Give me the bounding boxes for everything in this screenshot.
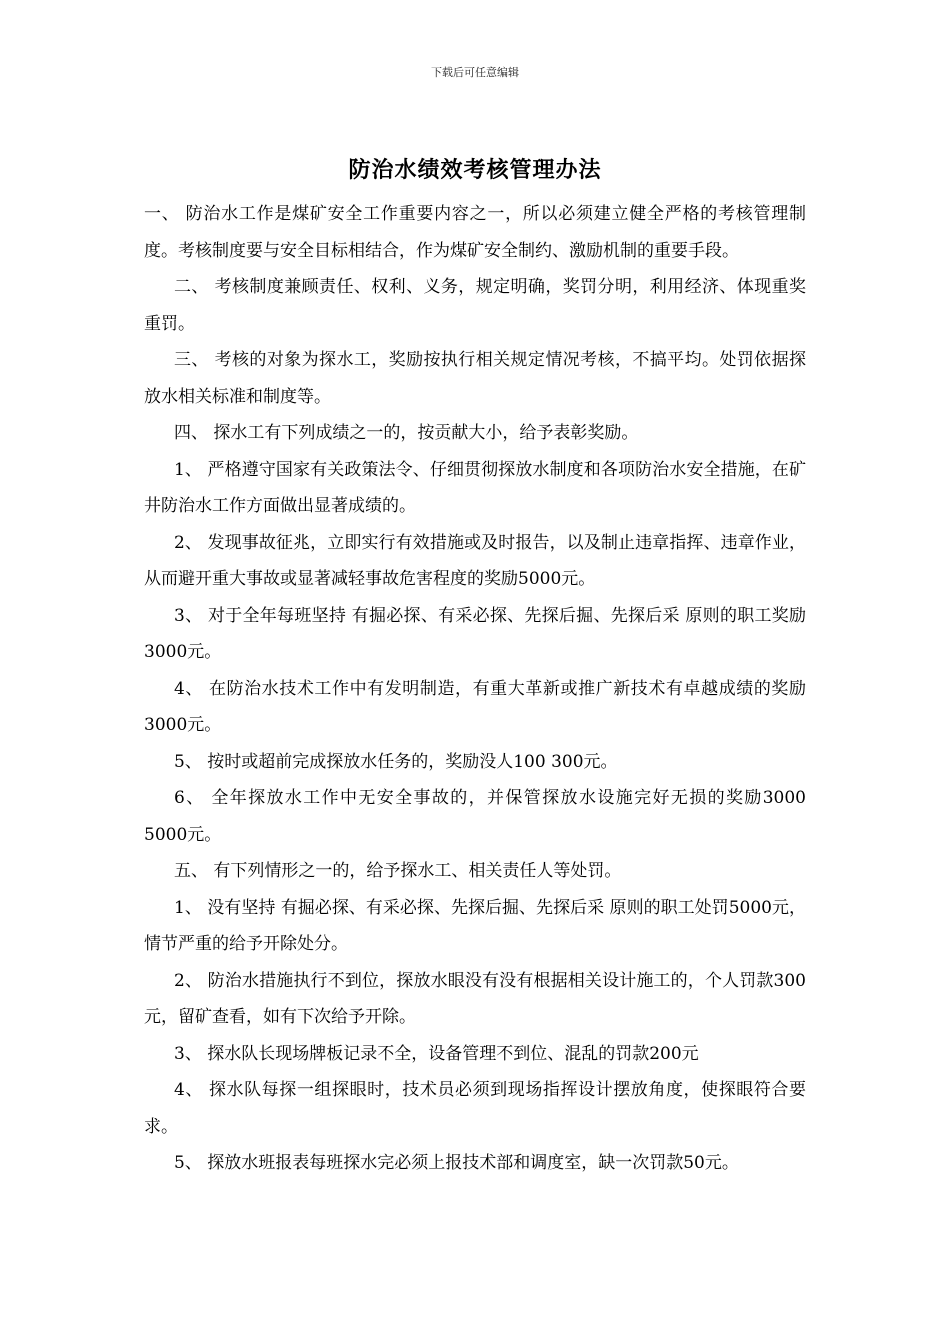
paragraph: 3、 探水队长现场牌板记录不全，设备管理不到位、混乱的罚款200元 <box>174 1043 699 1064</box>
paragraph: 2、 发现事故征兆，立即实行有效措施或及时报告，以及制止违章指挥、违章作业，从而避开重大事故或显著减轻事故危害程度的奖励5000元。 <box>144 532 806 589</box>
paragraph: 1、 严格遵守国家有关政策法令、仔细贯彻探放水制度和各项防治水安全措施，在矿井防治水工作方面做出显著成绩的。 <box>144 459 806 516</box>
document-body <box>144 196 806 1182</box>
paragraph: 3、 对于全年每班坚持 有掘必探、有采必探、先探后掘、先探后采 原则的职工奖励3000元。 <box>144 605 806 662</box>
paragraph: 1、 没有坚持 有掘必探、有采必探、先探后掘、先探后采 原则的职工处罚5000元，情节严重的给予开除处分。 <box>144 897 806 954</box>
paragraph: 4、 探水队每探一组探眼时，技术员必须到现场指挥设计摆放角度，使探眼符合要求。 <box>144 1080 806 1137</box>
paragraph: 三、 考核的对象为探水工，奖励按执行相关规定情况考核，不搞平均。处罚依据探放水相关标准和制度等。 <box>144 350 806 407</box>
page-header-note: 下载后可任意编辑 <box>431 66 519 79</box>
paragraph: 2、 防治水措施执行不到位，探放水眼没有没有根据相关设计施工的，个人罚款300元，留矿查看，如有下次给予开除。 <box>144 970 806 1027</box>
paragraph: 四、 探水工有下列成绩之一的，按贡献大小，给予表彰奖励。 <box>174 423 639 443</box>
paragraph: 一、 防治水工作是煤矿安全工作重要内容之一，所以必须建立健全严格的考核管理制度。考核制度要与安全目标相结合，作为煤矿安全制约、激励机制的重要手段。 <box>144 204 806 261</box>
paragraph: 6、 全年探放水工作中无安全事故的，并保管探放水设施完好无损的奖励3000 5000元。 <box>144 788 806 845</box>
paragraph: 五、 有下列情形之一的，给予探水工、相关责任人等处罚。 <box>174 861 622 881</box>
paragraph: 二、 考核制度兼顾责任、权利、义务，规定明确，奖罚分明，利用经济、体现重奖重罚。 <box>144 277 806 334</box>
paragraph: 4、 在防治水技术工作中有发明制造，有重大革新或推广新技术有卓越成绩的奖励3000元。 <box>144 678 806 735</box>
paragraph: 5、 探放水班报表每班探水完必须上报技术部和调度室，缺一次罚款50元。 <box>174 1153 739 1173</box>
paragraph: 5、 按时或超前完成探放水任务的，奖励没人100 300元。 <box>174 751 618 772</box>
document-title: 防治水绩效考核管理办法 <box>348 157 602 183</box>
